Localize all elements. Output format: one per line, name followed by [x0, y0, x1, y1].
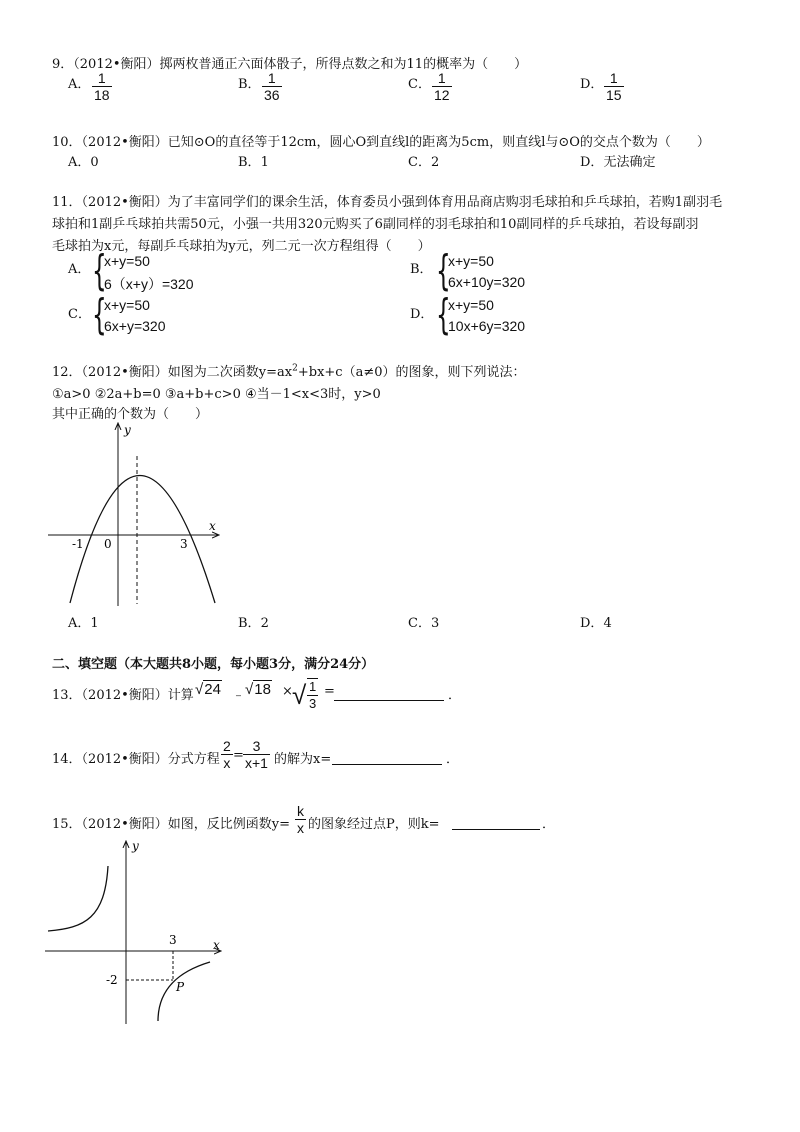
- q13-fraction: [307, 678, 318, 712]
- q14-f2-num: 3: [252, 738, 261, 754]
- q15-prefix: 15．（2012•衡阳）如图，反比例函数y=: [52, 817, 291, 832]
- q9-stem: 9．（2012•衡阳）掷两枚普通正六面体骰子，所得点数之和为11的概率为（ ）: [52, 57, 528, 72]
- q11-option-c-eq1: x+y=50: [104, 297, 150, 313]
- q10-option-c-text: 2: [430, 155, 440, 170]
- q10-option-d: [580, 151, 655, 170]
- q15-hyperbola-graph: [40, 838, 230, 1028]
- q15-point-p-label: P: [176, 980, 185, 994]
- q10-option-b-text: 1: [260, 155, 269, 170]
- q9-option-c-letter: C．: [408, 77, 431, 92]
- q9-option-a-letter: A．: [68, 77, 91, 92]
- q12-statements: ①a>0 ②2a+b=0 ③a+b+c>0 ④当－1<x<3时，y>0: [52, 387, 381, 402]
- q14-fraction-2: [243, 738, 270, 771]
- q11-option-a-letter: A．: [68, 262, 91, 277]
- brace-icon: {: [92, 290, 107, 339]
- q15-end: ．: [542, 817, 556, 832]
- q11-option-a-eq1: x+y=50: [104, 253, 150, 269]
- q9-option-b-den: 36: [264, 87, 280, 103]
- q11-option-b-letter: B．: [410, 262, 433, 277]
- q9-option-a-num: 1: [97, 70, 106, 86]
- q11-stem-line2: 球拍和1副乒乓球拍共需50元，小强一共用320元购买了6副同样的羽毛球拍和10副同样的乒乓球拍，若设每副羽: [52, 217, 699, 232]
- q15-x-label: x: [213, 938, 220, 952]
- q12-x-label: x: [209, 519, 216, 533]
- q11-option-b-eq1: x+y=50: [448, 253, 494, 269]
- q10-option-b-letter: B．: [238, 155, 261, 170]
- q10-stem: 10．（2012•衡阳）已知⊙O的直径等于12cm，圆心O到直线l的距离为5cm，则直线l与⊙O的交点个数为（ ）: [52, 135, 710, 150]
- q12-stem-a: 12．（2012•衡阳）如图为二次函数y=ax: [52, 365, 293, 380]
- q12-stem-superscript: 2: [292, 363, 298, 374]
- q9-option-c-fraction: [432, 70, 452, 103]
- q10-option-a: [68, 151, 99, 170]
- q13-minus: ﹣: [232, 688, 246, 703]
- q11-option-c-letter: C．: [68, 307, 91, 322]
- q15-f-num: k: [297, 803, 304, 819]
- q12-option-a-text: 1: [90, 616, 99, 631]
- q15-answer-blank[interactable]: [452, 813, 540, 830]
- q14-end: ．: [446, 752, 460, 767]
- q11-option-d-system: [436, 290, 576, 341]
- q14-f2-den: x+1: [245, 755, 268, 771]
- q15-f-den: x: [297, 820, 304, 836]
- q12-option-d-text: 4: [603, 616, 612, 631]
- q15-x-tick-3: 3: [169, 933, 177, 947]
- hyperbola-branch-upper-left: [48, 866, 108, 931]
- q10-option-a-text: 0: [90, 155, 99, 170]
- q12-stem: [52, 361, 526, 380]
- q11-option-c-eq2: 6x+y=320: [104, 318, 166, 334]
- q14-fraction-1: [221, 738, 233, 771]
- q11-stem-line3: 毛球拍为x元，每副乒乓球拍为y元，列二元一次方程组得（ ）: [52, 239, 431, 254]
- q12-option-a: [68, 612, 99, 631]
- q15-suffix: 的图象经过点P，则k=: [308, 817, 440, 832]
- q12-option-b: [238, 612, 269, 631]
- q10-option-a-letter: A．: [68, 155, 91, 170]
- q11-option-b-system: [436, 246, 576, 297]
- q10-option-d-letter: D．: [580, 155, 604, 170]
- q13-frac-num: 1: [309, 679, 317, 694]
- q14-answer-blank[interactable]: [332, 748, 442, 765]
- q14-equals: =: [233, 748, 244, 763]
- q12-option-b-text: 2: [260, 616, 269, 631]
- q13-frac-den: 3: [309, 696, 317, 711]
- q13-radical-icon: √: [292, 680, 307, 710]
- q11-option-b-eq2: 6x+10y=320: [448, 274, 526, 290]
- q9-option-d-letter: D．: [580, 77, 604, 92]
- q9-option-c-num: 1: [437, 70, 446, 86]
- q12-option-c: [408, 612, 439, 631]
- brace-icon: {: [92, 246, 107, 295]
- q12-option-a-letter: A．: [68, 616, 91, 631]
- section-heading: 二、填空题（本大题共8小题，每小题3分，满分24分）: [52, 657, 375, 672]
- q9-option-b-num: 1: [267, 70, 276, 86]
- q14-f1-den: x: [223, 755, 231, 771]
- q14-prefix: 14．（2012•衡阳）分式方程: [52, 752, 220, 767]
- q12-option-d-letter: D．: [580, 616, 604, 631]
- q9-option-a-den: 18: [94, 87, 110, 103]
- q12-origin-label: 0: [104, 537, 112, 551]
- q13-times: ×: [282, 684, 293, 699]
- brace-icon: {: [436, 290, 451, 339]
- q10-option-c: [408, 151, 439, 170]
- q11-option-a-eq2: 6（x+y）=320: [104, 276, 194, 292]
- q14-suffix: 的解为x=: [274, 752, 332, 767]
- q12-option-c-letter: C．: [408, 616, 431, 631]
- q9-option-d-num: 1: [609, 70, 618, 86]
- q11-option-d-letter: D．: [410, 307, 434, 322]
- q13-radicand-1: 24: [204, 681, 221, 698]
- q11-option-a-system: [92, 246, 232, 297]
- q9-option-a-fraction: [92, 70, 112, 103]
- q13-equals: =: [324, 684, 335, 699]
- q13-radical-2: √18: [245, 681, 271, 698]
- brace-icon: {: [436, 246, 451, 295]
- q12-option-b-letter: B．: [238, 616, 261, 631]
- q12-y-label: y: [124, 423, 131, 437]
- q13-answer-blank[interactable]: [334, 684, 444, 701]
- q13-prefix: 13．（2012•衡阳）计算: [52, 688, 194, 703]
- q12-root-3-label: 3: [180, 537, 188, 551]
- q12-option-c-text: 3: [430, 616, 440, 631]
- q11-option-c-system: [92, 290, 232, 341]
- q13-end: ．: [448, 688, 462, 703]
- q9-option-c-den: 12: [434, 87, 450, 103]
- q10-option-c-letter: C．: [408, 155, 431, 170]
- q13-radicand-2: 18: [254, 681, 271, 698]
- q15-y-tick-neg2: -2: [106, 973, 118, 987]
- q10-option-b: [238, 151, 269, 170]
- q12-parabola-graph: [40, 418, 230, 610]
- q11-stem-line1: 11．（2012•衡阳）为了丰富同学们的课余生活，体育委员小强到体育用品商店购羽毛球拍和乒乓球拍，若购1副羽毛: [52, 195, 723, 210]
- q15-fraction: [295, 803, 306, 836]
- q11-option-d-eq1: x+y=50: [448, 297, 494, 313]
- q9-option-b-letter: B．: [238, 77, 261, 92]
- q9-option-d-fraction: [604, 70, 624, 103]
- q9-option-d-den: 15: [606, 87, 622, 103]
- q9-option-b-fraction: [262, 70, 282, 103]
- q14-f1-num: 2: [223, 738, 231, 754]
- q12-option-d: [580, 612, 612, 631]
- q12-root-neg1-label: -1: [72, 537, 84, 551]
- q12-stem-b: +bx+c（a≠0）的图象，则下列说法：: [297, 365, 526, 380]
- q15-y-label: y: [132, 839, 139, 853]
- q11-option-d-eq2: 10x+6y=320: [448, 318, 526, 334]
- q13-radical-1: √24: [195, 681, 221, 698]
- q12-question: 其中正确的个数为（ ）: [52, 407, 209, 422]
- parabola-curve: [70, 476, 215, 604]
- q10-option-d-text: 无法确定: [603, 155, 656, 170]
